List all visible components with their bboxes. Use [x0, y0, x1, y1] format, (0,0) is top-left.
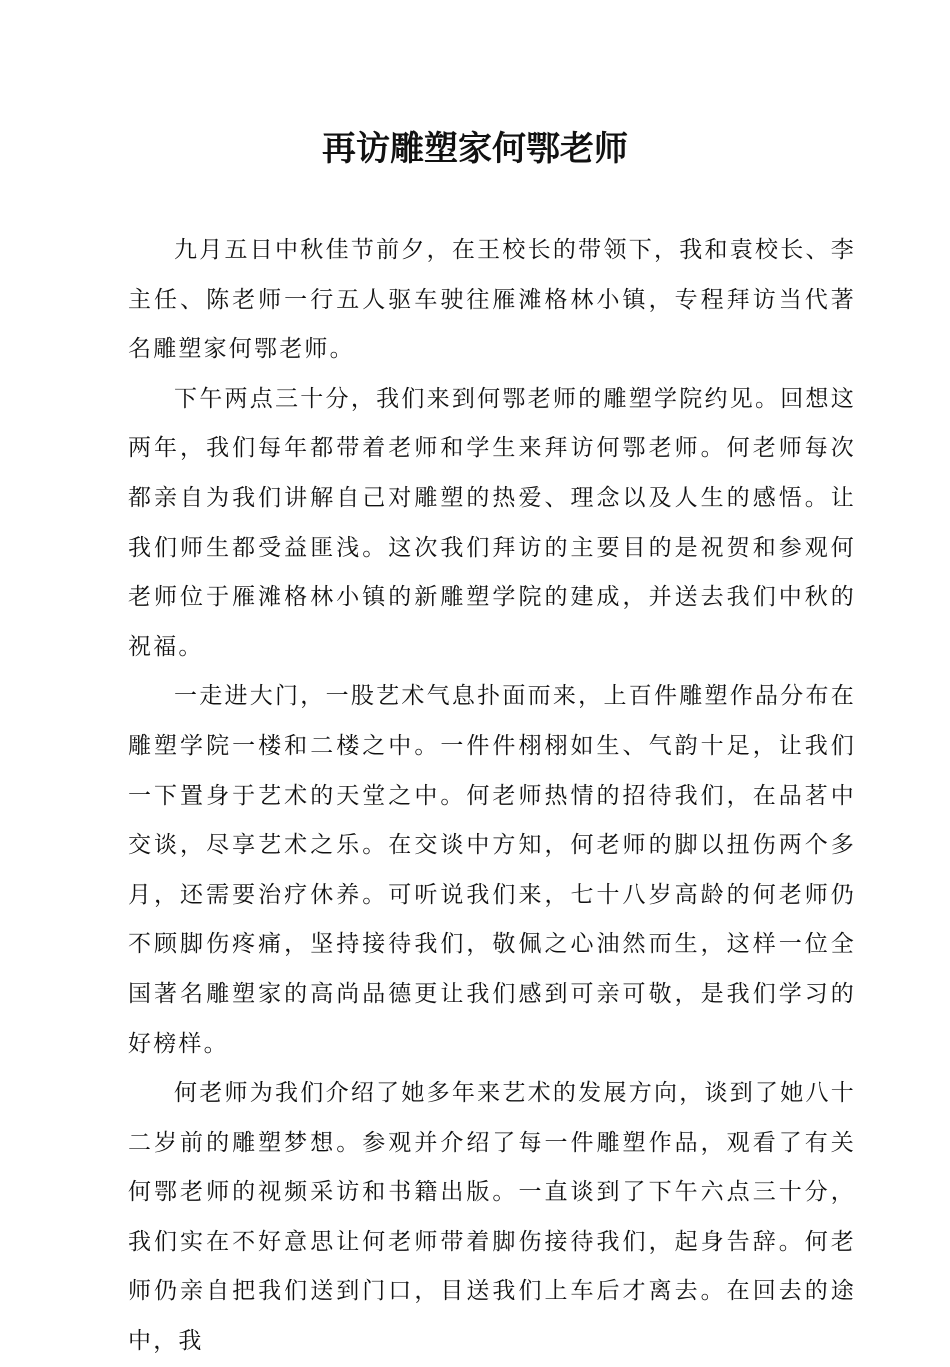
paragraph-4: 何老师为我们介绍了她多年来艺术的发展方向，谈到了她八十二岁前的雕塑梦想。参观并介绍了每一件雕塑作品，观看了有关何鄂老师的视频采访和书籍出版。一直谈到了下午六点三十分，我们实在不好意思让何老师带着脚伤接待我们，起身告辞。何老师仍亲自把我们送到门口，目送我们上车后才离去。在回去的途中，我 — [128, 1080, 856, 1355]
document-title: 再访雕塑家何鄂老师 — [322, 129, 628, 169]
paragraph-2: 下午两点三十分，我们来到何鄂老师的雕塑学院约见。回想这两年，我们每年都带着老师和学生来拜访何鄂老师。何老师每次都亲自为我们讲解自己对雕塑的热爱、理念以及人生的感悟。让我们师生都受益匪浅。这次我们拜访的主要目的是祝贺和参观何老师位于雁滩格林小镇的新雕塑学院的建成，并送去我们中秋的祝福。 — [128, 385, 856, 660]
paragraph-1: 九月五日中秋佳节前夕，在王校长的带领下，我和袁校长、李主任、陈老师一行五人驱车驶往雁滩格林小镇，专程拜访当代著名雕塑家何鄂老师。 — [128, 237, 856, 363]
document-body — [128, 226, 856, 1367]
paragraph-3: 一走进大门，一股艺术气息扑面而来，上百件雕塑作品分布在雕塑学院一楼和二楼之中。一件件栩栩如生、气韵十足，让我们一下置身于艺术的天堂之中。何老师热情的招待我们，在品茗中交谈，尽享艺术之乐。在交谈中方知，何老师的脚以扭伤两个多月，还需要治疗休养。可听说我们来，七十八岁高龄的何老师仍不顾脚伤疼痛，坚持接待我们，敬佩之心油然而生，这样一位全国著名雕塑家的高尚品德更让我们感到可亲可敬，是我们学习的好榜样。 — [128, 683, 856, 1057]
